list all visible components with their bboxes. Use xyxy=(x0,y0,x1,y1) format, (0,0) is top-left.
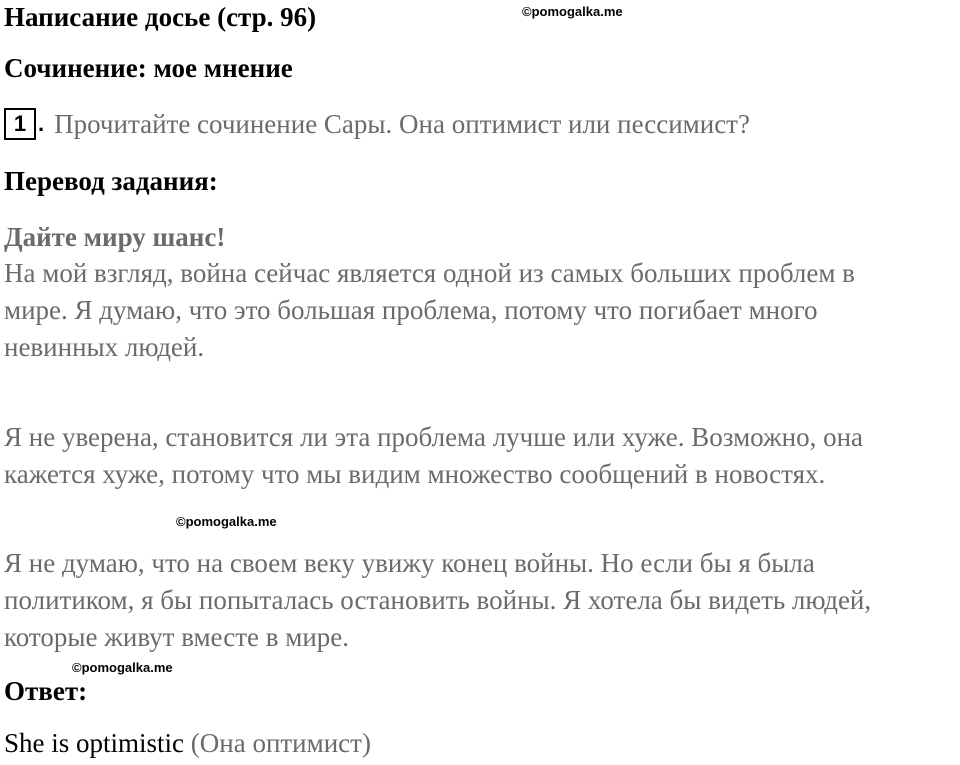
watermark-bottom: ©pomogalka.me xyxy=(72,660,173,675)
essay-paragraph-3 xyxy=(4,545,871,656)
watermark-top: ©pomogalka.me xyxy=(522,4,623,19)
essay-line: политиком, я бы попыталась остановить войны. Я хотела бы видеть людей, xyxy=(4,585,872,615)
essay-line: Я не уверена, становится ли эта проблема лучше или хуже. Возможно, она xyxy=(4,422,864,452)
essay-title: Дайте миру шанс! xyxy=(4,222,226,252)
essay-line: которые живут вместе в мире. xyxy=(4,622,350,652)
translation-heading: Перевод задания: xyxy=(4,166,218,196)
task-number-dot: . xyxy=(38,111,45,136)
essay-line: Я не думаю, что на своем веку увижу конец войны. Но если бы я была xyxy=(4,548,815,578)
essay-line: На мой взгляд, война сейчас является одной из самых больших проблем в xyxy=(4,258,855,288)
page-title: Написание досье (стр. 96) xyxy=(4,2,317,32)
task-instruction: Прочитайте сочинение Сары. Она оптимист или пессимист? xyxy=(54,108,750,139)
answer-heading: Ответ: xyxy=(4,676,88,706)
essay-paragraph-1 xyxy=(4,255,855,366)
section-subtitle: Сочинение: мое мнение xyxy=(4,53,293,83)
essay-line: мире. Я думаю, что это большая проблема, потому что погибает много xyxy=(4,295,818,325)
answer-text: She is optimistic xyxy=(4,728,185,758)
task-number-badge: 1 xyxy=(4,108,36,140)
task-line xyxy=(4,108,750,140)
answer-translation: (Она оптимист) xyxy=(190,728,371,758)
essay-line: кажется хуже, потому что мы видим множество сообщений в новостях. xyxy=(4,459,826,489)
essay-line: невинных людей. xyxy=(4,332,205,362)
essay-paragraph-2 xyxy=(4,419,863,493)
watermark-middle: ©pomogalka.me xyxy=(176,514,277,529)
answer-line xyxy=(4,728,371,759)
